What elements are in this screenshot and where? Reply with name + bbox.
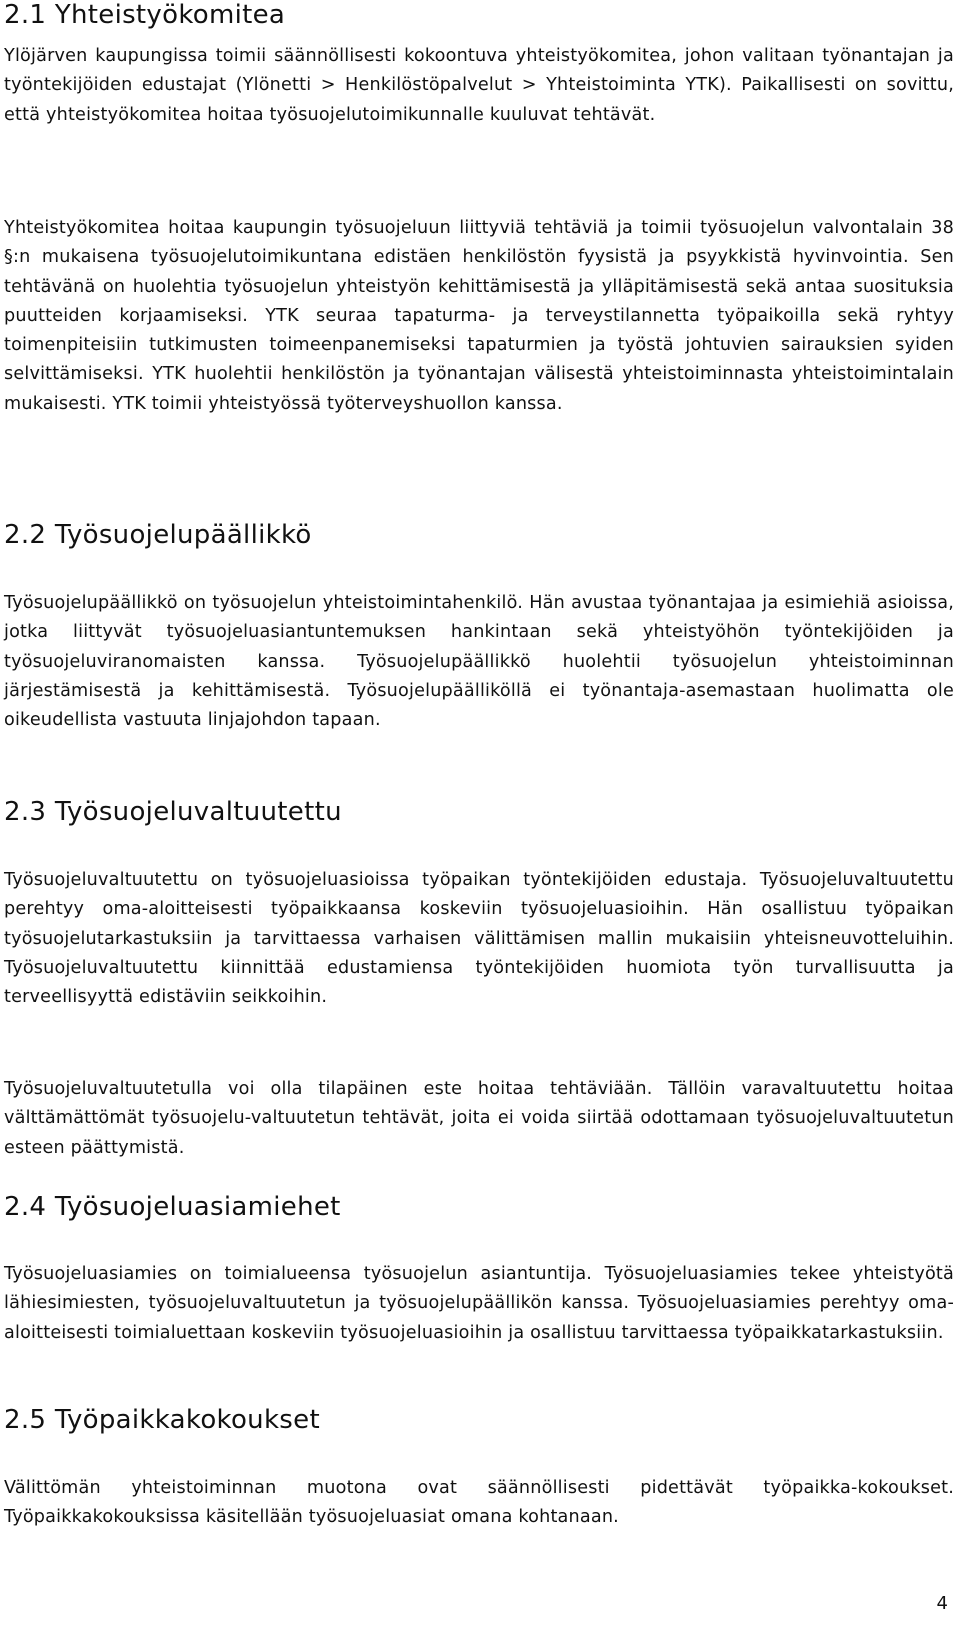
section-heading-tyosuojeluvaltuutettu: 2.3 Työsuojeluvaltuutettu [4, 797, 342, 827]
paragraph: Ylöjärven kaupungissa toimii säännöllisesti kokoontuva yhteistyökomitea, johon valitaan työnantajan ja työntekijöiden edustajat (Ylönetti > Henkilöstöpalvelut > Yhteistoiminta YTK). Paikallisesti on sovittu, että yhteistyökomitea hoitaa työsuojelutoimikunnalle kuuluvat tehtävät. [4, 46, 954, 125]
paragraph: Työsuojeluvaltuutetulla voi olla tilapäinen este hoitaa tehtäviään. Tällöin varavaltuutettu hoitaa välttämättömät työsuojelu-valtuutetun tehtävät, joita ei voida siirtää odottamaan työsuojeluvaltuutetun esteen päättymistä. [4, 1079, 954, 1158]
section-heading-tyosuojeluasiamiehet: 2.4 Työsuojeluasiamiehet [4, 1192, 341, 1222]
paragraph: Yhteistyökomitea hoitaa kaupungin työsuojeluun liittyviä tehtäviä ja toimii työsuojelun valvontalain 38 §:n mukaisena työsuojelutoimikuntana edistäen henkilöstön fyysistä ja psyykkistä hyvinvointia. Sen tehtävänä on huolehtia työsuojelun yhteistyön kehittämisestä ja ylläpitämisestä sekä antaa suosituksia puutteiden korjaamiseksi. YTK seuraa tapaturma- ja terveystilannetta työpaikoilla sekä ryhtyy toimenpiteisiin tutkimusten toimeenpanemiseksi tapaturmien ja työstä johtuvien sairauksien syiden selvittämiseksi. YTK huolehtii henkilöstön ja työnantajan välisestä yhteistoiminnasta yhteistoimintalain mukaisesti. YTK toimii yhteistyössä työterveyshuollon kanssa. [4, 218, 954, 414]
paragraph: Työsuojelupäällikkö on työsuojelun yhteistoimintahenkilö. Hän avustaa työnantajaa ja esimiehiä asioissa, jotka liittyvät työsuojeluasiantuntemuksen hankintaan sekä yhteistyöhön työntekijöiden ja työsuojeluviranomaisten kanssa. Työsuojelupäällikkö huolehtii työsuojelun yhteistoiminnan järjestämisestä ja kehittämisestä. Työsuojelupäälliköllä ei työnantaja-asemastaan huolimatta ole oikeudellista vastuuta linjajohdon tapaan. [4, 593, 954, 731]
section-heading-tyosuojelupaallikko: 2.2 Työsuojelupäällikkö [4, 520, 312, 550]
paragraph: Välittömän yhteistoiminnan muotona ovat säännöllisesti pidettävät työpaikka-kokoukset. Työpaikkakokouksissa käsitellään työsuojeluasiat omana kohtanaan. [4, 1478, 954, 1528]
section-heading-yhteistyokomitea: 2.1 Yhteistyökomitea [4, 0, 286, 30]
section-heading-tyopaikkakokoukset: 2.5 Työpaikkakokoukset [4, 1405, 320, 1435]
paragraph: Työsuojeluvaltuutettu on työsuojeluasioissa työpaikan työntekijöiden edustaja. Työsuojeluvaltuutettu perehtyy oma-aloitteisesti työpaikkaansa koskeviin työsuojeluasioihin. Hän osallistuu työpaikan työsuojelutarkastuksiin ja tarvittaessa varhaisen välittämisen mallin mukaisiin yhteisneuvotteluihin. Työsuojeluvaltuutettu kiinnittää edustamiensa työntekijöiden huomiota työn turvallisuutta ja terveellisyyttä edistäviin seikkoihin. [4, 870, 954, 1008]
page-number: 4 [936, 1593, 948, 1614]
paragraph: Työsuojeluasiamies on toimialueensa työsuojelun asiantuntija. Työsuojeluasiamies tekee yhteistyötä lähiesimiesten, työsuojeluvaltuutetun ja työsuojelupäällikön kanssa. Työsuojeluasiamies perehtyy oma-aloitteisesti toimialuettaan koskeviin työsuojeluasioihin ja osallistuu tarvittaessa työpaikkatarkastuksiin. [4, 1264, 954, 1343]
